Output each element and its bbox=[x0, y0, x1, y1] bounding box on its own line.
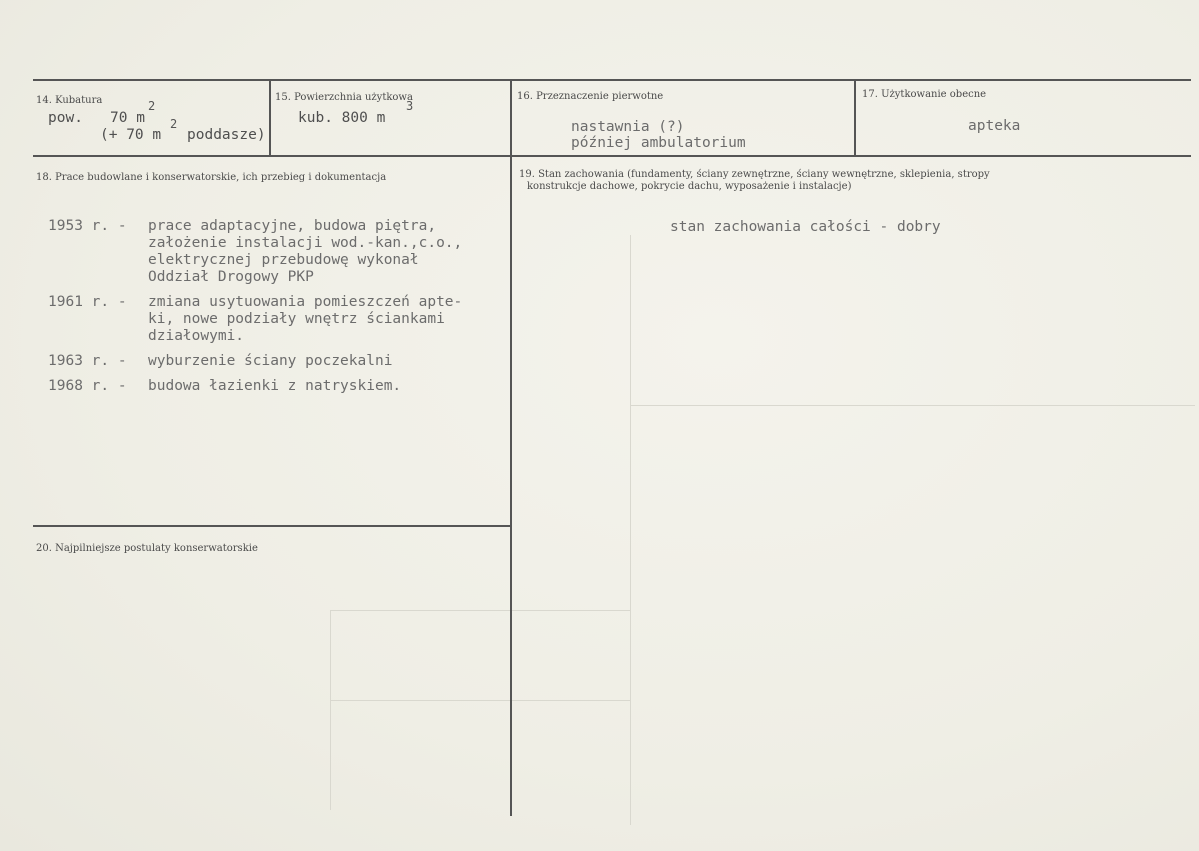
section18-bottom-rule bbox=[33, 525, 511, 527]
kubatura-attic-post: poddasze) bbox=[187, 127, 266, 143]
przeznaczenie-line2: później ambulatorium bbox=[571, 135, 746, 151]
bleed-through-line bbox=[330, 610, 630, 611]
postulaty-label: 20. Najpilniejsze postulaty konserwatorskie bbox=[36, 543, 258, 554]
divider-14-15 bbox=[269, 80, 271, 156]
stan-label-line1: 19. Stan zachowania (fundamenty, ściany zewnętrzne, ściany wewnętrzne, sklepienia, stropy bbox=[519, 169, 990, 180]
powierzchnia-sup: 3 bbox=[406, 99, 414, 113]
kubatura-label: 14. Kubatura bbox=[36, 95, 103, 106]
prace-line: zmiana usytuowania pomieszczeń apte- bbox=[148, 294, 463, 310]
prace-line: działowymi. bbox=[148, 328, 245, 344]
kubatura-pre: pow. bbox=[48, 110, 83, 126]
powierzchnia-value: kub. 800 m bbox=[298, 110, 386, 126]
prace-year: 1963 r. - bbox=[48, 353, 127, 369]
bleed-through-line bbox=[330, 610, 331, 810]
divider-16-17 bbox=[854, 80, 856, 156]
stan-value: stan zachowania całości - dobry bbox=[670, 219, 941, 235]
kubatura-sup: 2 bbox=[148, 99, 156, 113]
prace-line: ki, nowe podziały wnętrz ściankami bbox=[148, 311, 445, 327]
bleed-through-line bbox=[630, 235, 631, 825]
stan-label-line2: konstrukcje dachowe, pokrycie dachu, wyposażenie i instalacje) bbox=[527, 181, 852, 192]
powierzchnia-label: 15. Powierzchnia użytkowa bbox=[275, 92, 413, 103]
kubatura-value: 70 m bbox=[110, 110, 145, 126]
przeznaczenie-line1: nastawnia (?) bbox=[571, 119, 685, 135]
prace-line: budowa łazienki z natryskiem. bbox=[148, 378, 402, 394]
prace-line: prace adaptacyjne, budowa piętra, bbox=[148, 218, 437, 234]
kubatura-attic-sup: 2 bbox=[170, 117, 178, 131]
prace-year: 1961 r. - bbox=[48, 294, 127, 310]
prace-line: elektrycznej przebudowę wykonał bbox=[148, 252, 419, 268]
prace-year: 1953 r. - bbox=[48, 218, 127, 234]
row1-bottom-rule bbox=[33, 155, 1191, 157]
prace-line: Oddział Drogowy PKP bbox=[148, 269, 314, 285]
bleed-through-line bbox=[630, 405, 1195, 406]
przeznaczenie-label: 16. Przeznaczenie pierwotne bbox=[517, 91, 664, 102]
uzytkowanie-value: apteka bbox=[968, 118, 1021, 134]
prace-line: wyburzenie ściany poczekalni bbox=[148, 353, 393, 369]
divider-15-16 bbox=[510, 80, 512, 816]
prace-label: 18. Prace budowlane i konserwatorskie, ich przebieg i dokumentacja bbox=[36, 172, 387, 183]
bleed-through-line bbox=[330, 700, 630, 701]
top-rule bbox=[33, 79, 1191, 81]
uzytkowanie-label: 17. Użytkowanie obecne bbox=[862, 89, 987, 100]
prace-year: 1968 r. - bbox=[48, 378, 127, 394]
prace-line: założenie instalacji wod.-kan.,c.o., bbox=[148, 235, 463, 251]
kubatura-attic-pre: (+ 70 m bbox=[100, 127, 162, 143]
